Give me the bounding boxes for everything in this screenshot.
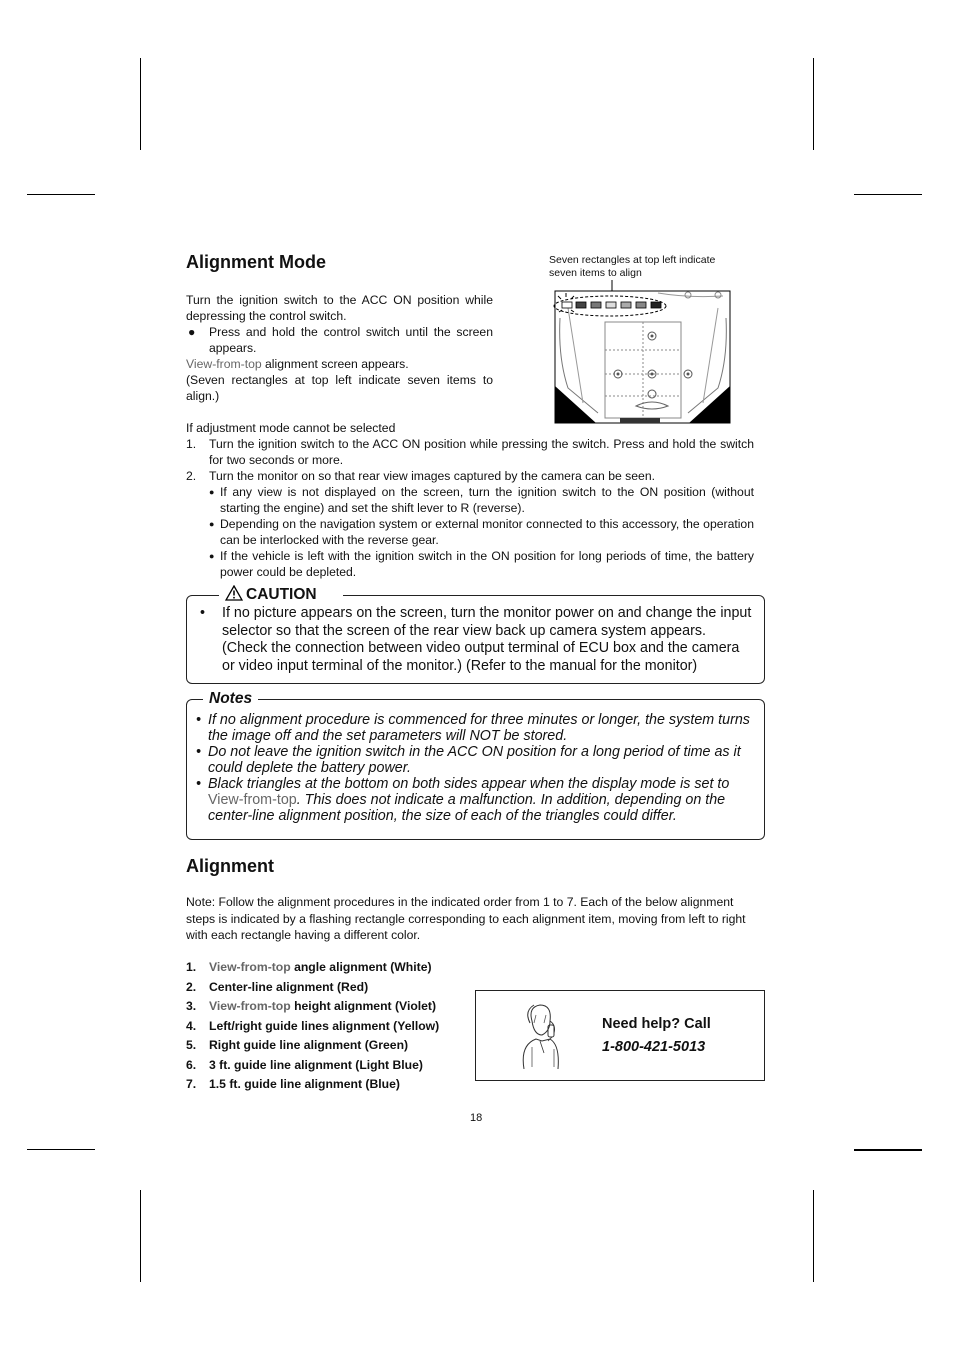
notes-title: Notes (209, 690, 253, 707)
alignment-step-number: 6. (186, 1057, 197, 1072)
alignment-step-number: 1. (186, 960, 197, 974)
alignment-step-label: Right guide line alignment (Green) (209, 1038, 409, 1052)
alignment-step-number: 3. (186, 999, 197, 1013)
sub-bullet-dot: ● (209, 519, 215, 529)
alignment-step-number: 2. (186, 979, 197, 994)
crop-mark (140, 1190, 141, 1282)
alignment-step-text (209, 960, 432, 974)
alignment-step-label: angle alignment (White) (290, 960, 432, 974)
step-text: Turn the monitor on so that rear view images captured by the camera can be seen. (209, 469, 655, 483)
press-hold-bullet: Press and hold the control switch until the screen appears. (209, 325, 493, 355)
note-item-text: Black triangles at the bottom on both sides appear when the display mode is set to (208, 776, 730, 792)
sub-bullet-text: Depending on the navigation system or external monitor connected to this accessory, the operation can be interlocked with the reverse gear. (220, 517, 754, 547)
alignment-step-label: Center-line alignment (Red) (209, 979, 369, 994)
note-item: Do not leave the ignition switch in the ACC ON position for a long period of time as it could deplete the battery power. (208, 744, 741, 776)
bullet-dot: ● (188, 325, 196, 339)
seven-rectangles-note: (Seven rectangles at top left indicate seven items to align.) (186, 373, 493, 403)
step-number: 1. (186, 437, 197, 451)
adjustment-mode-heading: If adjustment mode cannot be selected (186, 421, 396, 435)
view-from-top-term: View-from-top (209, 999, 291, 1013)
step-text: Turn the ignition switch to the ACC ON position while pressing the switch. Press and hold the switch for two seconds or more. (209, 437, 754, 467)
notes-bullet-dot: • (196, 712, 202, 728)
sub-bullet-text: If the vehicle is left with the ignition switch in the ON position for long periods of time, the battery power could be depleted. (220, 549, 754, 579)
crop-mark (854, 1149, 922, 1151)
crop-mark (813, 58, 814, 150)
help-phone-number: 1-800-421-5013 (602, 1039, 706, 1055)
figure-caption-line-2: seven items to align (549, 267, 642, 279)
caution-bullet-dot: • (200, 605, 206, 621)
crop-mark (27, 1149, 95, 1150)
notes-bullet-dot: • (196, 744, 202, 760)
alignment-step-number: 7. (186, 1077, 197, 1091)
warning-triangle-icon (225, 585, 243, 601)
figure-caption-line-1: Seven rectangles at top left indicate (549, 254, 716, 266)
alignment-screen-illustration (548, 278, 738, 428)
view-from-top-term: View-from-top (186, 357, 262, 371)
help-call-text: Need help? Call (602, 1016, 711, 1032)
alignment-step-number: 4. (186, 1018, 197, 1033)
alignment-step-label: height alignment (Violet) (290, 999, 437, 1013)
caution-text: If no picture appears on the screen, turn the monitor power on and change the input selector so that the screen of the rear view back up camera system appears. (Check the connection between video output terminal of ECU box and the camera or video input terminal of the monitor.) (Refer to the manual for the monitor) (222, 605, 752, 674)
sub-bullet-text: If any view is not displayed on the screen, turn the ignition switch to the ON position (without starting the engine) and set the shift lever to R (reverse). (220, 485, 754, 515)
screen-appears-text: alignment screen appears. (261, 357, 409, 371)
help-box (475, 990, 765, 1081)
alignment-step-label: 1.5 ft. guide line alignment (Blue) (209, 1077, 400, 1091)
notes-bullet-dot: • (196, 776, 202, 792)
intro-paragraph: Turn the ignition switch to the ACC ON position while depressing the control switch. (186, 293, 493, 323)
notes-label (203, 690, 258, 708)
note-item-text: . This does not indicate a malfunction. In addition, depending on the center-line alignment position, the size of each of the triangles could differ. (208, 792, 726, 824)
alignment-step-number: 5. (186, 1038, 197, 1052)
alignment-mode-heading: Alignment Mode (186, 252, 326, 272)
page-number: 18 (470, 1112, 483, 1124)
note-item: If no alignment procedure is commenced for three minutes or longer, the system turns the image off and the set parameters will NOT be stored. (208, 712, 750, 744)
view-from-top-term: View-from-top (209, 960, 291, 974)
screen-appears-line (186, 356, 493, 372)
phone-operator-icon (514, 1001, 564, 1069)
seven-rectangles (562, 302, 661, 308)
caution-label (219, 585, 343, 604)
alignment-step-label: 3 ft. guide line alignment (Light Blue) (209, 1057, 423, 1072)
crop-mark (27, 194, 95, 195)
crop-mark (854, 194, 922, 195)
note-item (208, 776, 753, 824)
sub-bullet-dot: ● (209, 487, 215, 497)
alignment-step-label: Left/right guide lines alignment (Yellow) (209, 1018, 440, 1033)
sub-bullet-dot: ● (209, 551, 215, 561)
view-from-top-term: View-from-top (208, 792, 297, 808)
crop-mark (140, 58, 141, 150)
alignment-step-text (209, 999, 436, 1013)
step-number: 2. (186, 469, 197, 483)
alignment-heading: Alignment (186, 856, 274, 876)
crop-mark (813, 1190, 814, 1282)
alignment-note: Note: Follow the alignment procedures in the indicated order from 1 to 7. Each of the below alignment steps is indicated by a flashing rectangle corresponding to each alignment item, moving from left to right with each rectangle having a different color. (186, 895, 746, 942)
caution-title: CAUTION (246, 586, 317, 603)
